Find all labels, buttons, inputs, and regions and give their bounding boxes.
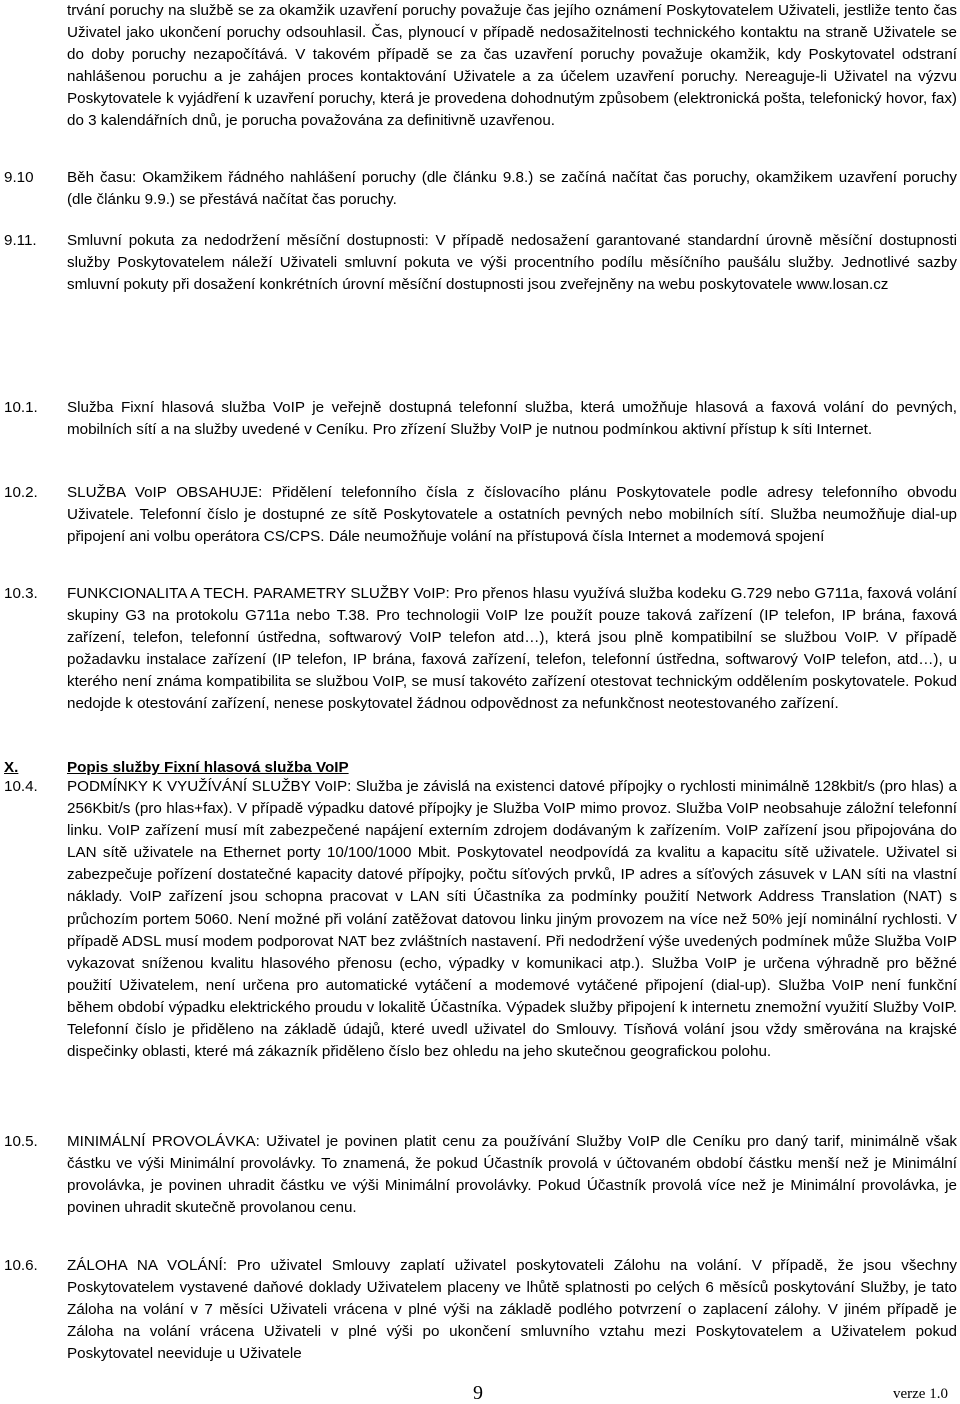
section-number: 9.11. <box>4 232 37 249</box>
page-number: 9 <box>473 1382 483 1404</box>
intro-paragraph: trvání poruchy na službě se za okamžik uzavření poruchy považuje čas jejího oznámení Poskytovatelem Uživateli, jestliže tento čas Uživatel jako ukončení poruchy odsouhlasil. Čas, plynoucí v případě nedosažitelnosti technického kontaktu na straně Uživatele se do doby poruchy nezapočítává. V takovém případě se za čas uzavření poruchy považuje okamžik, kdy Poskytovatel odstraní nahlášenou poruchu a je zahájen proces kontaktování Uživatele a za účelem uzavření poruchy. Nereaguje-li Uživatel na výzvu Poskytovatele k vyjádření k uzavření poruchy, která je provedena dohodnutým způsobem (elektronická pošta, telefonický hovor, fax) do 3 kalendářních dnů, je porucha považována za definitivně uzavřenou. <box>67 2 957 130</box>
section-text: Smluvní pokuta za nedodržení měsíční dostupnosti: V případě nedosažení garantované standardní úrovně měsíční dostupnosti služby Poskytovatelem náleží Uživateli smluvní pokuta ve výši procentního podílu měsíčního paušálu služby. Jednotlivé sazby smluvní pokuty při dosažení konkrétních úrovní měsíční dostupnosti jsou zveřejněny na webu poskytovatele www.losan.cz <box>67 232 957 294</box>
chapter-number: X. <box>4 759 19 776</box>
section-text: Běh času: Okamžikem řádného nahlášení poruchy (dle článku 9.8.) se začíná načítat čas poruchy, okamžikem uzavření poruchy (dle článku 9.9.) se přestává načítat čas poruchy. <box>67 169 957 209</box>
section-number: 10.5. <box>4 1133 38 1150</box>
section-number: 10.4. <box>4 778 38 795</box>
section-number: 10.3. <box>4 585 38 602</box>
section-text: FUNKCIONALITA A TECH. PARAMETRY SLUŽBY VoIP: Pro přenos hlasu využívá služba kodeku G.729 nebo G711a, faxová volání skupiny G3 na protokolu G711a nebo T.38. Pro technologii VoIP lze použít pouze taková zařízení (IP telefon, IP brána, faxová zařízení, telefon, telefonní ústředna, softwarový VoIP telefon atd…), která jsou plně kompatibilní se službou VoIP. V případě požadavku instalace zařízení (IP telefon, IP brána, faxová zařízení, telefon, telefonní ústředna, softwarový VoIP telefon, atd…), u kterého není známa kompatibilita se službou VoIP, se musí takovéto zařízení otestovat technickým oddělením poskytovatele. Pokud nedojde k otestování zařízení, nenese poskytovatel žádnou odpovědnost za nefunkčnost neotestovaného zařízení. <box>67 585 957 713</box>
section-number: 10.2. <box>4 484 38 501</box>
section-number: 10.6. <box>4 1257 38 1274</box>
section-number: 9.10 <box>4 169 34 186</box>
section-text: Služba Fixní hlasová služba VoIP je veřejně dostupná telefonní služba, která umožňuje hlasová a faxová volání do pevných, mobilních sítí a na služby uvedené v Ceníku. Pro zřízení Služby VoIP je nutnou podmínkou aktivní přístup k síti Internet. <box>67 399 957 439</box>
section-text: ZÁLOHA NA VOLÁNÍ: Pro uživatel Smlouvy zaplatí uživatel poskytovateli Zálohu na volání. V případě, že jsou všechny Poskytovatelem vystavené daňové doklady Uživatelem placeny ve lhůtě splatnosti po celých 6 měsíců poskytování Služby, je tato Záloha na volání v 7 měsíci Uživateli vrácena v plné výši na základě podlého potvrzení o zaplacení zálohy. V jiném případě je Záloha na volání vrácena Uživateli v plné výši po ukončení smluvního vztahu mezi Poskytovatelem a Uživatelem pokud Poskytovatel neeviduje u Uživatele <box>67 1257 957 1363</box>
section-text: PODMÍNKY K VYUŽÍVÁNÍ SLUŽBY VoIP: Služba je závislá na existenci datové přípojky o rychlosti minimálně 128kbit/s (pro hlas) a 256Kbit/s (pro hlas+fax). V případě výpadku datové přípojky je Služba VoIP mimo provoz. Služba VoIP neobsahuje záložní telefonní linku. VoIP zařízení musí mít zabezpečené napájení externím zdrojem dodávaným k zařízením. VoIP zařízení jsou připojována do LAN sítě uživatele na Ethernet porty 10/100/1000 Mbit. Poskytovatel neodpovídá za kvalitu a kapacitu sítě uživatele. Uživatel si zabezpečuje pořízení dostatečné kapacity datové přípojky, počtu síťových prvků, IP adres a síťových zásuvek v LAN síti na vlastní náklady. VoIP zařízení jsou schopna pracovat v LAN síti Účastníka za podmínky použití Network Address Translation (NAT) s průchozím portem 5060. Není možné při volání zatěžovat datovou linku jiným provozem na více než 50% její nominální rychlosti. V případě ADSL musí modem podporovat NAT bez zvláštních nastavení. Při nedodržení výše uvedených podmínek může Služba VoIP vykazovat sníženou kvalitu hlasového přenosu (echo, výpadky v komunikaci atp.). Služba VoIP je určena výhradně pro běžné použití Uživatelem, není určena pro automatické vytáčení a modemové vytáčené připojení (dial-up). Služba VoIP není funkční během období výpadku elektrického proudu v lokalitě Účastníka. Výpadek služby připojení k internetu znemožní využití Služby VoIP. Telefonní číslo je přiděleno na základě údajů, které uvedl uživatel do Smlouvy. Tísňová volání jsou vždy směrována na krajské dispečinky oblasti, které má zákazník přiděleno číslo bez ohledu na jeho skutečnou geografickou polohu. <box>67 778 957 1061</box>
chapter-title: Popis služby Fixní hlasová služba VoIP <box>67 759 349 776</box>
section-text: MINIMÁLNÍ PROVOLÁVKA: Uživatel je povinen platit cenu za používání Služby VoIP dle Ceníku pro daný tarif, minimálně však částku ve výši Minimální provolávky. To znamená, že pokud Účastník provolá v účtovaném období částku menší než je Minimální provolávka, je povinen uhradit částku ve výši Minimální provolávky. Pokud Účastník provolá více než je Minimální provolávka, je povinen uhradit skutečně provolanou cenu. <box>67 1133 957 1217</box>
version-label: verze 1.0 <box>893 1386 948 1402</box>
section-text: SLUŽBA VoIP OBSAHUJE: Přidělení telefonního čísla z číslovacího plánu Poskytovatele podle adresy telefonního obvodu Uživatele. Telefonní číslo je dostupné ze sítě Poskytovatele a ostatních pevných nebo mobilních sítí. Služba neumožňuje dial-up připojení ani volbu operátora CS/CPS. Dále neumožňuje volání na přístupová čísla Internet a modemová spojení <box>67 484 957 546</box>
section-number: 10.1. <box>4 399 38 416</box>
